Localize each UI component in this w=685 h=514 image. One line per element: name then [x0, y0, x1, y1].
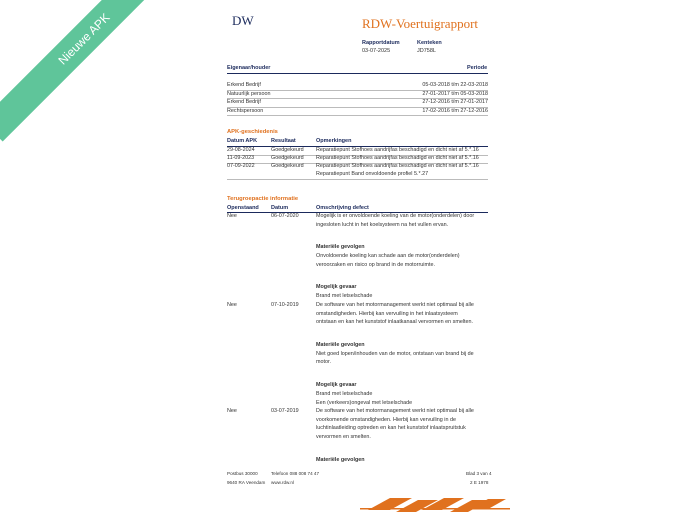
recall-line: Mogelijk is er onvoldoende koeling van de motor(onderdelen) door [316, 213, 475, 219]
recall-line: Brand met letselschade [316, 293, 373, 300]
recall-line: veroorzaken en risico op brand in de motorruimte. [316, 261, 435, 268]
recall-line: Brand met letselschade [316, 391, 373, 397]
apk-result: Goedgekeurd [271, 155, 304, 161]
owner-period: 17-02-2016 t/m 27-12-2016 [422, 107, 488, 114]
recall-block-heading: Mogelijk gevaar [316, 382, 357, 388]
footer-web: www.rdw.nl [271, 480, 294, 485]
apk-date: 07-09-2022 [227, 163, 255, 169]
apk-result: Goedgekeurd [271, 147, 304, 153]
apk-date: 29-08-2024 [227, 147, 255, 153]
apk-title: APK-geschiedenis [227, 129, 278, 135]
owners-col-holder: Eigenaar/houder [227, 65, 271, 71]
recall-date: 06-07-2020 [271, 213, 299, 219]
footer-place: 9640 RA Veendam [227, 480, 266, 485]
recall-line: De software van het motormanagement werkt niet optimaal bij alle [316, 302, 474, 308]
new-apk-ribbon: Nieuwe APK [0, 0, 187, 142]
recall-line: motor. [316, 359, 331, 366]
recall-date: 07-10-2019 [271, 302, 299, 308]
plate-label: Kenteken [417, 40, 442, 46]
recall-line: ingesloten lucht in het koelsysteem na het vullen ervan. [316, 221, 449, 228]
recall-col-date: Datum [271, 205, 289, 211]
recall-line: vervormen en smelten. [316, 434, 371, 440]
recall-block-heading: Materiële gevolgen [316, 341, 365, 348]
rdw-logo: DW [232, 13, 254, 28]
owner-holder: Natuurlijk persoon [227, 90, 271, 97]
recall-block-heading: Materiële gevolgen [316, 456, 365, 463]
recall-title: Terugroepactie informatie [227, 196, 299, 202]
recall-line: Niet goed lopen/inhouden van de motor, ontstaan van brand bij de [316, 350, 474, 357]
recall-line: voorkomende omstandigheden. Hierbij kan vervuiling in de [316, 416, 456, 423]
recall-line: Een (verkeers)ongeval met letselschade [316, 399, 413, 406]
recall-line: omstandigheden. Hierbij kan vervuiling in het inlaatsysteem [316, 310, 458, 317]
owner-period: 27-01-2017 t/m 05-03-2018 [422, 90, 488, 97]
apk-remark: Reparatiepunt Stofhoes aandrijfas beschadigd en dicht niet af 5.*.16 [316, 163, 479, 169]
recall-col-desc: Omschrijving defect [316, 205, 369, 211]
footer-code: 2 E 1978 [470, 480, 489, 485]
apk-col-result: Resultaat [271, 138, 296, 144]
apk-col-remarks: Opmerkingen [316, 138, 352, 144]
apk-col-date: Datum APK [227, 138, 258, 144]
owner-holder: Erkend Bedrijf [227, 99, 261, 105]
report-title: RDW-Voertuigrapport [362, 16, 479, 31]
rdw-brand-stripes [360, 496, 510, 514]
footer-page: Blad 3 van 4 [466, 471, 492, 476]
recall-date: 03-07-2019 [271, 408, 299, 415]
recall-line: De software van het motormanagement werkt niet optimaal bij alle [316, 408, 474, 415]
recall-line: Onvoldoende koeling kan schade aan de motor(onderdelen) [316, 253, 460, 260]
recall-open: Nee [227, 213, 237, 219]
recall-line: luchtinlaatleiding optreden en kan het kunststof inlaatspruitstuk [316, 425, 466, 432]
apk-result: Goedgekeurd [271, 163, 304, 169]
owners-col-period: Periode [467, 65, 488, 71]
apk-remark: Reparatiepunt Stofhoes aandrijfas beschadigd en dicht niet af 5.*.16 [316, 147, 479, 153]
recall-open: Nee [227, 302, 237, 308]
footer-postbus: Postbus 30000 [227, 471, 258, 476]
apk-date: 11-09-2023 [227, 155, 255, 161]
owner-holder: Erkend Bedrijf [227, 82, 261, 88]
report-date-value: 03-07-2025 [362, 48, 391, 54]
plate-value: JD758L [417, 48, 436, 54]
recall-line: ontstaan en kan het kunststof inlaatkanaal vervormen en smelten. [316, 319, 474, 326]
apk-remark: Reparatiepunt Band onvoldoende profiel 5.*.27 [316, 171, 429, 177]
recall-col-open: Openstaand [227, 205, 259, 211]
footer-phone: Telefoon 088 008 74 47 [271, 471, 320, 476]
apk-remark: Reparatiepunt Stofhoes aandrijfas beschadigd en dicht niet af 5.*.16 [316, 155, 479, 161]
recall-open: Nee [227, 408, 237, 415]
recall-block-heading: Mogelijk gevaar [316, 284, 357, 291]
owner-period: 27-12-2016 t/m 27-01-2017 [422, 99, 488, 105]
owner-period: 05-03-2018 t/m 22-03-2018 [422, 82, 488, 88]
owner-holder: Rechtspersoon [227, 107, 264, 114]
recall-block-heading: Materiële gevolgen [316, 244, 365, 251]
report-date-label: Rapportdatum [362, 40, 400, 46]
